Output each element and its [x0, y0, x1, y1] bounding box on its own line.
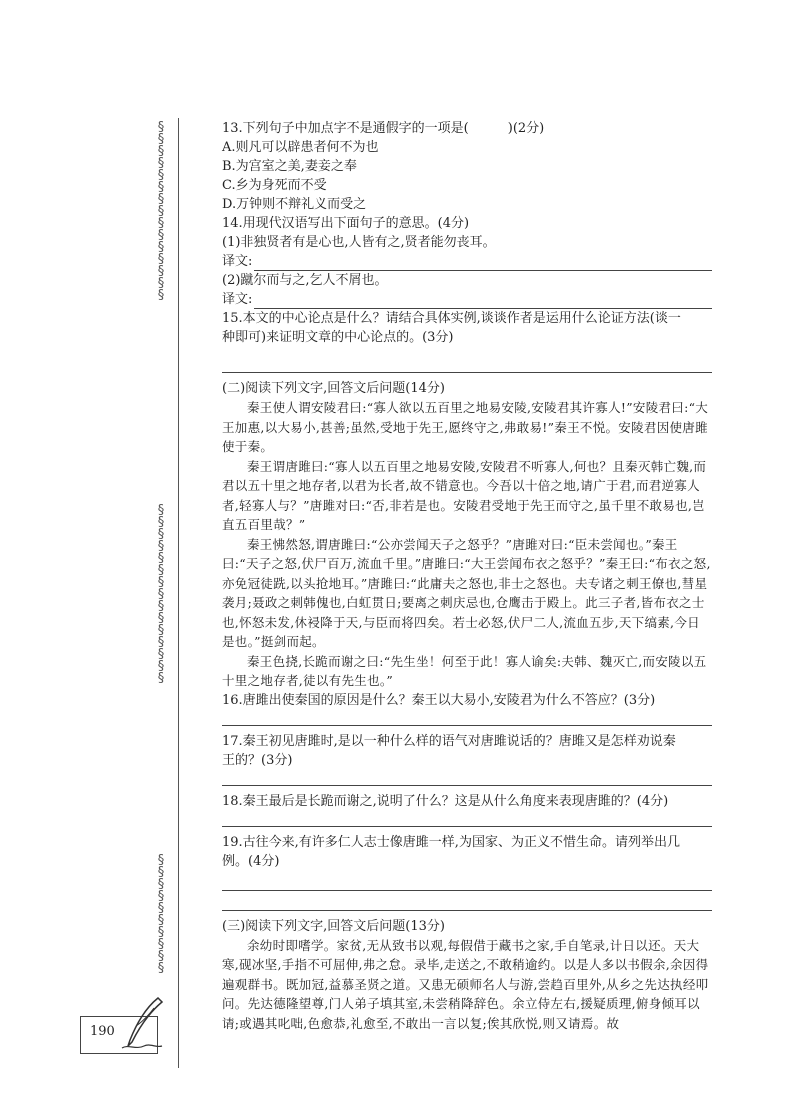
section-2-header: (二)阅读下列文字,回答文后问题(14分): [222, 381, 445, 396]
q13-option-d: D.万钟则不辩礼义而受之: [222, 197, 367, 212]
page-content: [222, 119, 712, 1033]
q19-line-2: 例。(4分): [222, 853, 280, 869]
q13-stem: 13.下列句子中加点字不是通假字的一项是( )(2分): [222, 121, 545, 136]
section-3-paragraph: 余幼时即嗜学。家贫,无从致书以观,每假借于藏书之家,手自笔录,计日以还。天大寒,砚冰坚,手指不可屈伸,弗之怠。录毕,走送之,不敢稍逾约。以是人多以书假余,余因得遍观群书。既加冠,益慕圣贤之道。又患无硕师名人与游,尝趋百里外,从乡之先达执经叩问。先达德隆望尊,门人弟子填其室,未尝稍降辞色。余立侍左右,援疑质理,俯身倾耳以请;或遇其叱咄,色愈恭,礼愈至,不敢出一言以复;俟其欣悦,则又请焉。故: [222, 937, 709, 1031]
q17-line-2: 王的？(3分): [222, 752, 293, 768]
ornament-border-bottom: § § § § § § § § § §: [157, 853, 165, 976]
q15-line-1: 15.本文的中心论点是什么？请结合具体实例,谈谈作者是运用什么论证方法(谈一: [222, 311, 681, 326]
q15-line-2: 种即可)来证明文章的中心论点的。(3分): [222, 330, 454, 345]
section-2-paragraph: 秦王使人谓安陵君曰:“寡人欲以五百里之地易安陵,安陵君其许寡人!”安陵君曰:“大王加惠,以大易小,甚善;虽然,受地于先王,愿终守之,弗敢易!”秦王不悦。安陵君因使唐雎使于秦。: [222, 400, 709, 454]
q13-option-b: B.为宫室之美,妻妾之奉: [222, 159, 357, 174]
ornament-border-top: § § § § § § § § § § § § § § §: [157, 120, 165, 303]
q13-option-c: C.乡为身死而不受: [222, 178, 327, 193]
q16-stem: 16.唐雎出使秦国的原因是什么？秦王以大易小,安陵君为什么不答应？(3分): [222, 692, 656, 708]
translation-label: 译文:: [222, 292, 253, 307]
section-2-paragraph: 秦王怫然怒,谓唐雎曰:“公亦尝闻天子之怒乎？”唐雎对曰:“臣未尝闻也。”秦王曰:“天子之怒,伏尸百万,流血千里。”唐雎曰:“大王尝闻布衣之怒乎？”秦王曰:“布衣之怒,亦免冠徒跣,以头抢地耳。”唐雎曰:“此庸夫之怒也,非士之怒也。夫专诸之刺王僚也,彗星袭月;聂政之刺韩傀也,白虹贯日;要离之刺庆忌也,仓鹰击于殿上。此三子者,皆布衣之士也,怀怒未发,休祲降于天,与臣而将四矣。若士必怒,伏尸二人,流血五步,天下缟素,今日是也。”挺剑而起。: [222, 536, 711, 649]
margin-rule: [178, 118, 179, 1068]
translation-label: 译文:: [222, 254, 253, 269]
ornament-border-middle: § § § § § § § § § § § § § § §: [157, 503, 165, 686]
q14-answer-1[interactable]: [222, 252, 712, 271]
q17-line-1: 17.秦王初见唐雎时,是以一种什么样的语气对唐雎说话的？唐雎又是怎样劝说秦: [222, 733, 676, 749]
section-2-paragraph: 秦王谓唐雎曰:“寡人以五百里之地易安陵,安陵君不听寡人,何也？且秦灭韩亡魏,而君以五十里之地存者,以君为长者,故不错意也。今吾以十倍之地,请广于君,而君逆寡人者,轻寡人与？”唐雎对曰:“否,非若是也。安陵君受地于先王而守之,虽千里不敢易也,岂直五百里哉？”: [222, 458, 707, 532]
page-number: 190: [90, 1024, 115, 1039]
q14-sentence-1: (1)非独贤者有是心也,人皆有之,贤者能勿丧耳。: [222, 235, 496, 250]
quill-pen-icon: [118, 996, 166, 1052]
q14-stem: 14.用现代汉语写出下面句子的意思。(4分): [222, 216, 470, 231]
section-2-paragraph: 秦王色挠,长跪而谢之曰:“先生坐！何至于此！寡人谕矣:夫韩、魏灭亡,而安陵以五十里之地存者,徒以有先生也。”: [222, 653, 707, 688]
q14-answer-2[interactable]: [222, 290, 712, 309]
q13-option-a: A.则凡可以辟患者何不为也: [222, 140, 379, 155]
q14-sentence-2: (2)蹴尔而与之,乞人不屑也。: [222, 273, 388, 288]
q19-line-1: 19.古往今来,有许多仁人志士像唐雎一样,为国家、为正义不惜生命。请列举出几: [222, 834, 680, 850]
q18-stem: 18.秦王最后是长跪而谢之,说明了什么？这是从什么角度来表现唐雎的？(4分): [222, 793, 669, 809]
section-3-header: (三)阅读下列文字,回答文后问题(13分): [222, 918, 445, 934]
